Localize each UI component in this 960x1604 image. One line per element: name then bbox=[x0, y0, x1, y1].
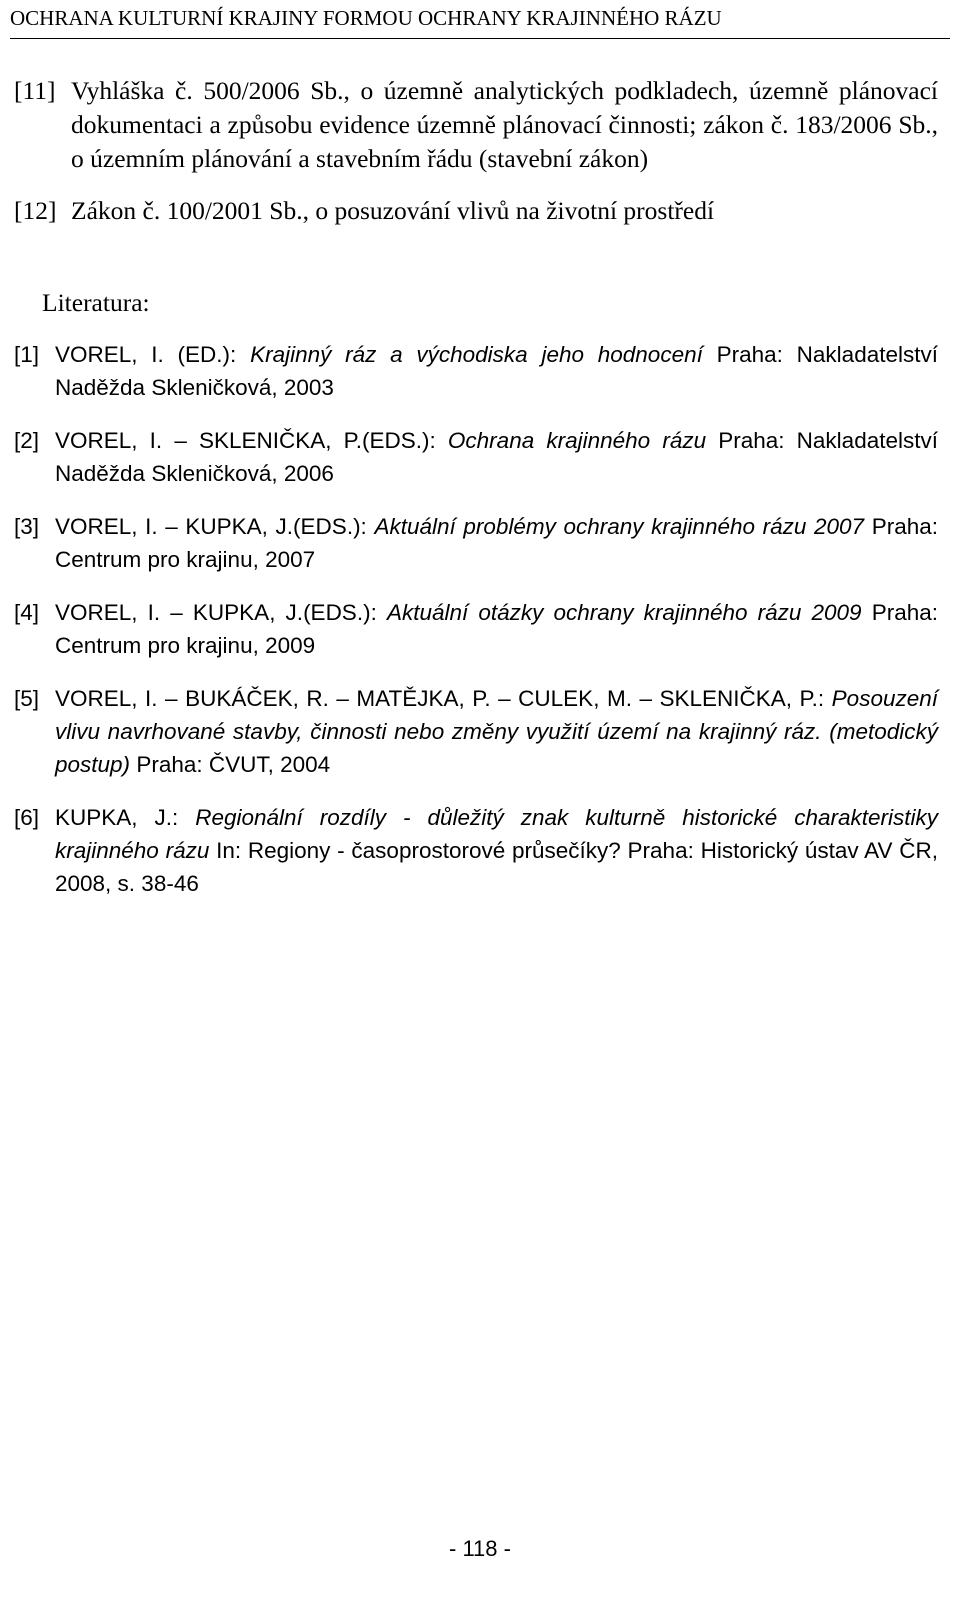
entry-number: [3] bbox=[14, 514, 40, 539]
page-body bbox=[14, 74, 938, 900]
reference-authors: VOREL, I. – KUPKA, J.(EDS.): bbox=[55, 514, 375, 539]
entry-text bbox=[55, 801, 938, 900]
reference-entry bbox=[14, 801, 938, 900]
entry-number: [12] bbox=[14, 196, 57, 225]
entry-text: Vyhláška č. 500/2006 Sb., o územně analytických podkladech, územně plánovací dokumentaci a způsobu evidence územně plánovací činnosti; zákon č. 183/2006 Sb., o územním plánování a stavebním řádu (stavební zákon) bbox=[71, 76, 938, 173]
reference-entry bbox=[14, 338, 938, 404]
reference-publisher: Praha: Centrum pro krajinu, 2007 bbox=[55, 514, 938, 572]
reference-title: Aktuální otázky ochrany krajinného rázu 2009 bbox=[386, 600, 862, 625]
reference-title: Posouzení vlivu navrhované stavby, činnosti nebo změny využití území na krajinný ráz. (metodický postup) bbox=[55, 686, 938, 777]
reference-authors: VOREL, I. – BUKÁČEK, R. – MATĚJKA, P. – CULEK, M. – SKLENIČKA, P.: bbox=[55, 686, 832, 711]
reference-authors: VOREL, I. (ED.): bbox=[55, 342, 251, 367]
reference-publisher: Praha: ČVUT, 2004 bbox=[130, 752, 331, 777]
entry-text bbox=[55, 338, 938, 404]
entry-number: [4] bbox=[14, 600, 40, 625]
reference-title: Aktuální problémy ochrany krajinného rázu 2007 bbox=[374, 514, 865, 539]
literature-heading: Literatura: bbox=[42, 288, 150, 317]
reference-title: Ochrana krajinného rázu bbox=[447, 428, 707, 453]
reference-publisher: Praha: Nakladatelství Naděžda Skleničková, 2006 bbox=[55, 428, 938, 486]
literature-list bbox=[14, 338, 938, 900]
reference-entry bbox=[14, 682, 938, 781]
entry-text bbox=[55, 596, 938, 662]
reference-authors: VOREL, I. – SKLENIČKA, P.(EDS.): bbox=[55, 428, 448, 453]
entry-text: Zákon č. 100/2001 Sb., o posuzování vlivů na životní prostředí bbox=[71, 196, 715, 225]
entry-text bbox=[55, 510, 938, 576]
reference-authors: VOREL, I. – KUPKA, J.(EDS.): bbox=[55, 600, 387, 625]
law-entry bbox=[14, 194, 938, 228]
entry-number: [2] bbox=[14, 428, 40, 453]
entry-text bbox=[55, 682, 938, 781]
reference-entry bbox=[14, 596, 938, 662]
reference-title: Krajinný ráz a východiska jeho hodnocení bbox=[250, 342, 703, 367]
reference-entry bbox=[14, 510, 938, 576]
page-number: - 118 - bbox=[449, 1536, 511, 1561]
entry-number: [6] bbox=[14, 805, 40, 830]
entry-text bbox=[55, 424, 938, 490]
law-entry bbox=[14, 74, 938, 176]
running-header: OCHRANA KULTURNÍ KRAJINY FORMOU OCHRANY KRAJINNÉHO RÁZU bbox=[10, 4, 950, 39]
reference-publisher: In: Regiony - časoprostorové průsečíky? Praha: Historický ústav AV ČR, 2008, s. 38-46 bbox=[55, 838, 938, 896]
reference-publisher: Praha: Centrum pro krajinu, 2009 bbox=[55, 600, 938, 658]
entry-number: [11] bbox=[14, 76, 56, 105]
reference-publisher: Praha: Nakladatelství Naděžda Skleničková, 2003 bbox=[55, 342, 938, 400]
reference-title: Regionální rozdíly - důležitý znak kulturně historické charakteristiky krajinného rázu bbox=[55, 805, 938, 863]
entry-number: [5] bbox=[14, 686, 40, 711]
law-references bbox=[14, 74, 938, 228]
reference-authors: KUPKA, J.: bbox=[55, 805, 196, 830]
reference-entry bbox=[14, 424, 938, 490]
entry-number: [1] bbox=[14, 342, 40, 367]
